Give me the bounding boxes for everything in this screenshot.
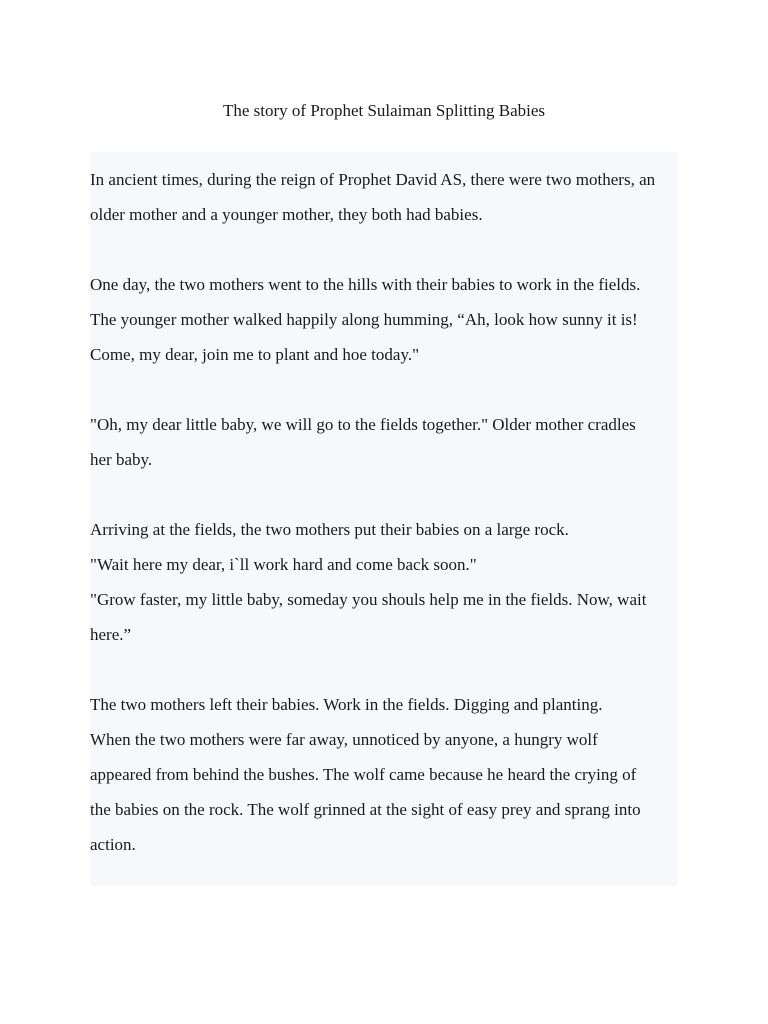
document-title: The story of Prophet Sulaiman Splitting Babies — [222, 101, 546, 120]
text-line: action. — [90, 835, 136, 854]
paragraph-5 — [90, 687, 678, 862]
text-line: One day, the two mothers went to the hills with their babies to work in the fields. — [90, 275, 641, 294]
text-line: The two mothers left their babies. Work in the fields. Digging and planting. — [90, 695, 603, 714]
text-line: the babies on the rock. The wolf grinned at the sight of easy prey and sprang into — [90, 800, 641, 819]
text-line: The younger mother walked happily along humming, “Ah, look how sunny it is! — [90, 310, 638, 329]
text-line: older mother and a younger mother, they both had babies. — [90, 205, 483, 224]
text-line: appeared from behind the bushes. The wolf came because he heard the crying of — [90, 765, 637, 784]
text-line: Arriving at the fields, the two mothers put their babies on a large rock. — [90, 520, 569, 539]
text-line: In ancient times, during the reign of Prophet David AS, there were two mothers, an — [90, 170, 656, 189]
text-line: "Grow faster, my little baby, someday you shouls help me in the fields. Now, wait — [90, 590, 647, 609]
paragraph-4 — [90, 512, 678, 652]
text-line: "Oh, my dear little baby, we will go to the fields together." Older mother cradles — [90, 415, 636, 434]
text-line: "Wait here my dear, i`ll work hard and come back soon." — [90, 555, 477, 574]
text-line: Come, my dear, join me to plant and hoe today." — [90, 345, 420, 364]
text-line: her baby. — [90, 450, 153, 469]
text-line: here.” — [90, 625, 132, 644]
paragraph-1 — [90, 162, 678, 232]
story-body — [90, 152, 678, 886]
paragraph-2 — [90, 267, 678, 372]
text-line: When the two mothers were far away, unnoticed by anyone, a hungry wolf — [90, 730, 598, 749]
paragraph-3 — [90, 407, 678, 477]
